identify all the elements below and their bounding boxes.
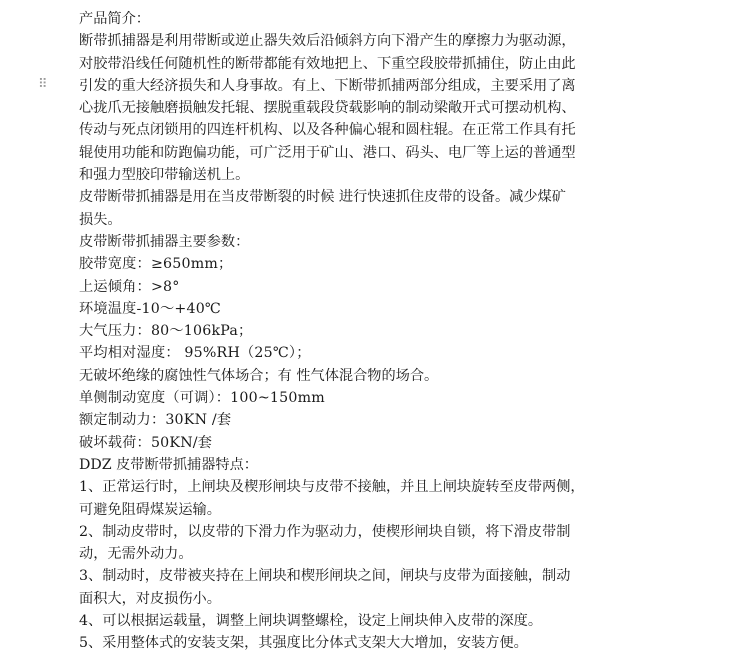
doc-line: 平均相对湿度： 95%RH（25℃）； <box>79 345 311 362</box>
drag-handle-icon[interactable]: ⠿ <box>38 77 47 92</box>
doc-line: 对胶带沿线任何随机性的断带都能有效地把上、下重空段胶带抓捕住，防止由此 <box>79 55 576 72</box>
doc-line: 2、制动皮带时，以皮带的下滑力作为驱动力，使楔形闸块自锁，将下滑皮带制 <box>79 523 571 540</box>
doc-line: 面积大，对皮损伤小。 <box>79 590 221 607</box>
doc-line: 和强力型胶印带输送机上。 <box>79 167 250 184</box>
doc-line: 辊使用功能和防跑偏功能，可广泛用于矿山、港口、码头、电厂等上运的普通型 <box>79 144 576 161</box>
doc-line: 3、制动时，皮带被夹持在上闸块和楔形闸块之间，闸块与皮带为面接触，制动 <box>79 568 571 585</box>
doc-line: 胶带宽度：≥650mm； <box>79 256 233 273</box>
doc-line: 引发的重大经济损失和人身事故。有上、下断带抓捕两部分组成，主要采用了离 <box>79 77 576 94</box>
doc-line: 皮带断带抓捕器主要参数： <box>79 233 250 250</box>
doc-line: DDZ 皮带断带抓捕器特点： <box>79 456 258 473</box>
doc-line: 产品简介： <box>79 11 150 27</box>
doc-line: 破坏载荷：50KN/套 <box>79 434 213 451</box>
doc-line: 损失。 <box>79 211 122 228</box>
doc-line: 5、采用整体式的安装支架，其强度比分体式支架大大增加，安装方便。 <box>79 635 528 652</box>
doc-line: 心拢爪无接触磨损触发托辊、摆脱重载段贷载影响的制动梁敞开式可摆动机构、 <box>79 100 576 117</box>
doc-line: 断带抓捕器是利用带断或逆止器失效后沿倾斜方向下滑产生的摩擦力为驱动源， <box>79 33 576 50</box>
document-body <box>79 8 659 655</box>
doc-line: 传动与死点闭锁用的四连杆机构、以及各种偏心辊和圆柱辊。在正常工作具有托 <box>79 122 576 139</box>
doc-line: 单侧制动宽度（可调）：100~150mm <box>79 390 325 407</box>
doc-line: 动，无需外动力。 <box>79 546 193 563</box>
doc-line: 无破坏绝缘的腐蚀性气体场合；有 性气体混合物的场合。 <box>79 367 439 384</box>
doc-line: 上运倾角：>8° <box>79 278 180 295</box>
doc-line: 大气压力：80～106kPa； <box>79 323 253 340</box>
doc-line: 皮带断带抓捕器是用在当皮带断裂的时候 进行快速抓住皮带的设备。减少煤矿 <box>79 189 566 206</box>
doc-line: 4、可以根据运载量，调整上闸块调整螺栓，设定上闸块伸入皮带的深度。 <box>79 613 543 630</box>
doc-line: 1、正常运行时，上闸块及楔形闸块与皮带不接触，并且上闸块旋转至皮带两侧， <box>79 479 585 496</box>
doc-line: 额定制动力：30KN /套 <box>79 412 232 429</box>
doc-line: 环境温度-10～+40℃ <box>79 300 221 317</box>
doc-line: 可避免阻碍煤炭运输。 <box>79 501 221 518</box>
